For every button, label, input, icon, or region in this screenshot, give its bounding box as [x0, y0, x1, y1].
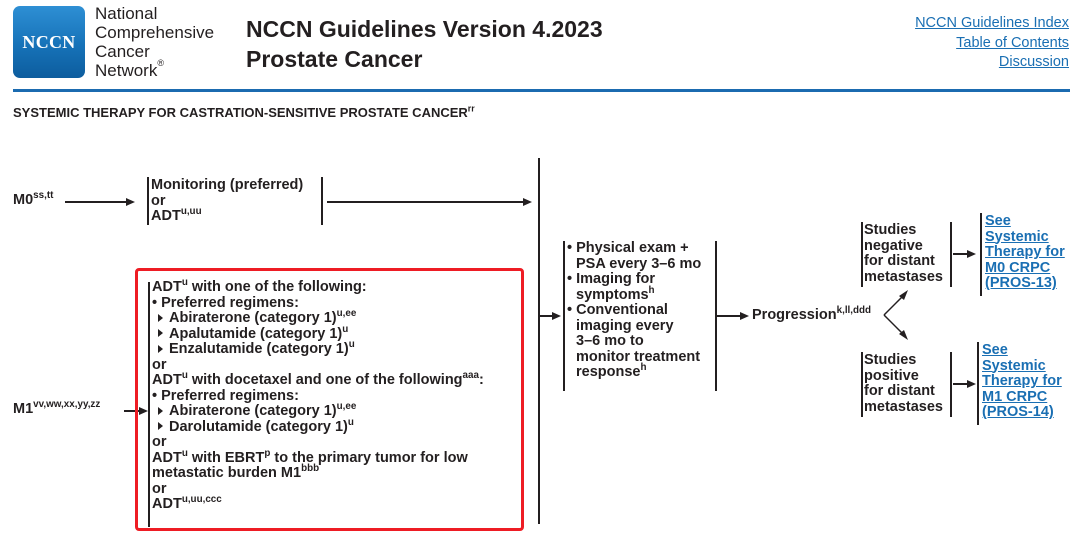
nccn-logo — [13, 6, 85, 78]
guideline-version: NCCN Guidelines Version 4.2023 — [246, 16, 603, 42]
connector-line — [953, 253, 968, 255]
m0-crpc-link[interactable]: See Systemic Therapy for M0 CRPC (PROS-13) — [985, 213, 1065, 291]
triangle-bullet-icon — [158, 314, 163, 322]
regimen-item: Enzalutamide (category 1)$^u$ — [152, 342, 484, 358]
m1-treatment-options: ADT$^u$ with one of the following: • Preferred regimens: Abiraterone (category 1)$^{u,ee}$ Apalutamide (category 1)$^u$ Enzalutamide (category 1)$^u$ or ADT$^u$ with docetaxel and one of the following$^{aaa}$: • Preferred regimens: Abiraterone (category 1)$^{u,ee}$ Darolutamide (category 1)$^u$ or ADT$^u$ with EBRT$^p$ to the primary tumor for low metastatic burden $M1^{bbb}$ or $ADT^{u,uu,ccc}$ — [152, 277, 484, 512]
arrow-icon — [967, 380, 976, 388]
logo-text: NCCN — [22, 31, 76, 52]
arrow-icon — [740, 312, 749, 320]
arrow-icon — [126, 198, 135, 206]
org-line: National — [95, 4, 158, 23]
arrow-icon — [967, 250, 976, 258]
table-of-contents-link[interactable]: Table of Contents — [956, 34, 1069, 51]
guidelines-index-link[interactable]: NCCN Guidelines Index — [915, 15, 1069, 31]
bracket-line — [861, 222, 863, 287]
m0-label: $M0^{ss,tt}$ — [13, 190, 54, 208]
bracket-line — [950, 352, 952, 417]
triangle-bullet-icon — [158, 329, 163, 337]
discussion-link[interactable]: Discussion — [998, 54, 1069, 70]
page-title — [246, 14, 603, 74]
bracket-line — [980, 213, 982, 296]
header-links — [915, 14, 1069, 73]
studies-positive: Studies positive for distant metastases — [864, 352, 943, 415]
m0-options: Monitoring (preferred) or $ADT^{u,uu}$ — [151, 177, 304, 224]
triangle-bullet-icon — [158, 407, 163, 415]
triangle-bullet-icon — [158, 345, 163, 353]
bracket-line — [147, 177, 149, 225]
connector-line — [953, 383, 968, 385]
header-divider — [13, 89, 1070, 92]
bracket-line — [563, 241, 565, 391]
connector-line — [65, 201, 127, 203]
m1-label: $M1^{vv,ww,xx,yy,zz}$ — [13, 399, 101, 417]
org-line: Cancer — [95, 42, 150, 61]
regimen-item: Darolutamide (category 1)$^u$ — [152, 420, 484, 436]
follow-up-box: • Physical exam + PSA every 3–6 mo • Imaging for symptoms$^h$ • Conventional imaging every 3–6 mo to monitor treatment response$^h$ — [567, 240, 702, 380]
guideline-topic: Prostate Cancer — [246, 46, 423, 72]
progression-label: Progression$^{k,ll,ddd}$ — [752, 305, 872, 323]
connector-line — [717, 315, 741, 317]
regimen-item: Abiraterone (category 1)$^{u,ee}$ — [152, 404, 484, 420]
connector-line — [539, 315, 553, 317]
org-line: Comprehensive — [95, 23, 215, 42]
regimen-item: Apalutamide (category 1)$^u$ — [152, 327, 484, 343]
regimen-item: Abiraterone (category 1)$^{u,ee}$ — [152, 311, 484, 327]
branch-arrows-icon — [880, 285, 920, 345]
m1-crpc-link[interactable]: See Systemic Therapy for M1 CRPC (PROS-14) — [982, 342, 1062, 420]
arrow-icon — [552, 312, 561, 320]
merge-line — [538, 158, 540, 524]
section-title: SYSTEMIC THERAPY FOR CASTRATION-SENSITIVE PROSTATE $CANCER^{rr}$ — [13, 103, 475, 120]
bracket-line — [321, 177, 323, 225]
bracket-line — [950, 222, 952, 287]
arrow-icon — [523, 198, 532, 206]
organization-name — [95, 4, 214, 80]
bracket-line — [861, 352, 863, 417]
triangle-bullet-icon — [158, 422, 163, 430]
connector-line — [327, 201, 523, 203]
bracket-line — [977, 342, 979, 425]
org-line: Network® — [95, 58, 164, 80]
registered-mark: ® — [157, 58, 164, 68]
studies-negative: Studies negative for distant metastases — [864, 222, 943, 285]
